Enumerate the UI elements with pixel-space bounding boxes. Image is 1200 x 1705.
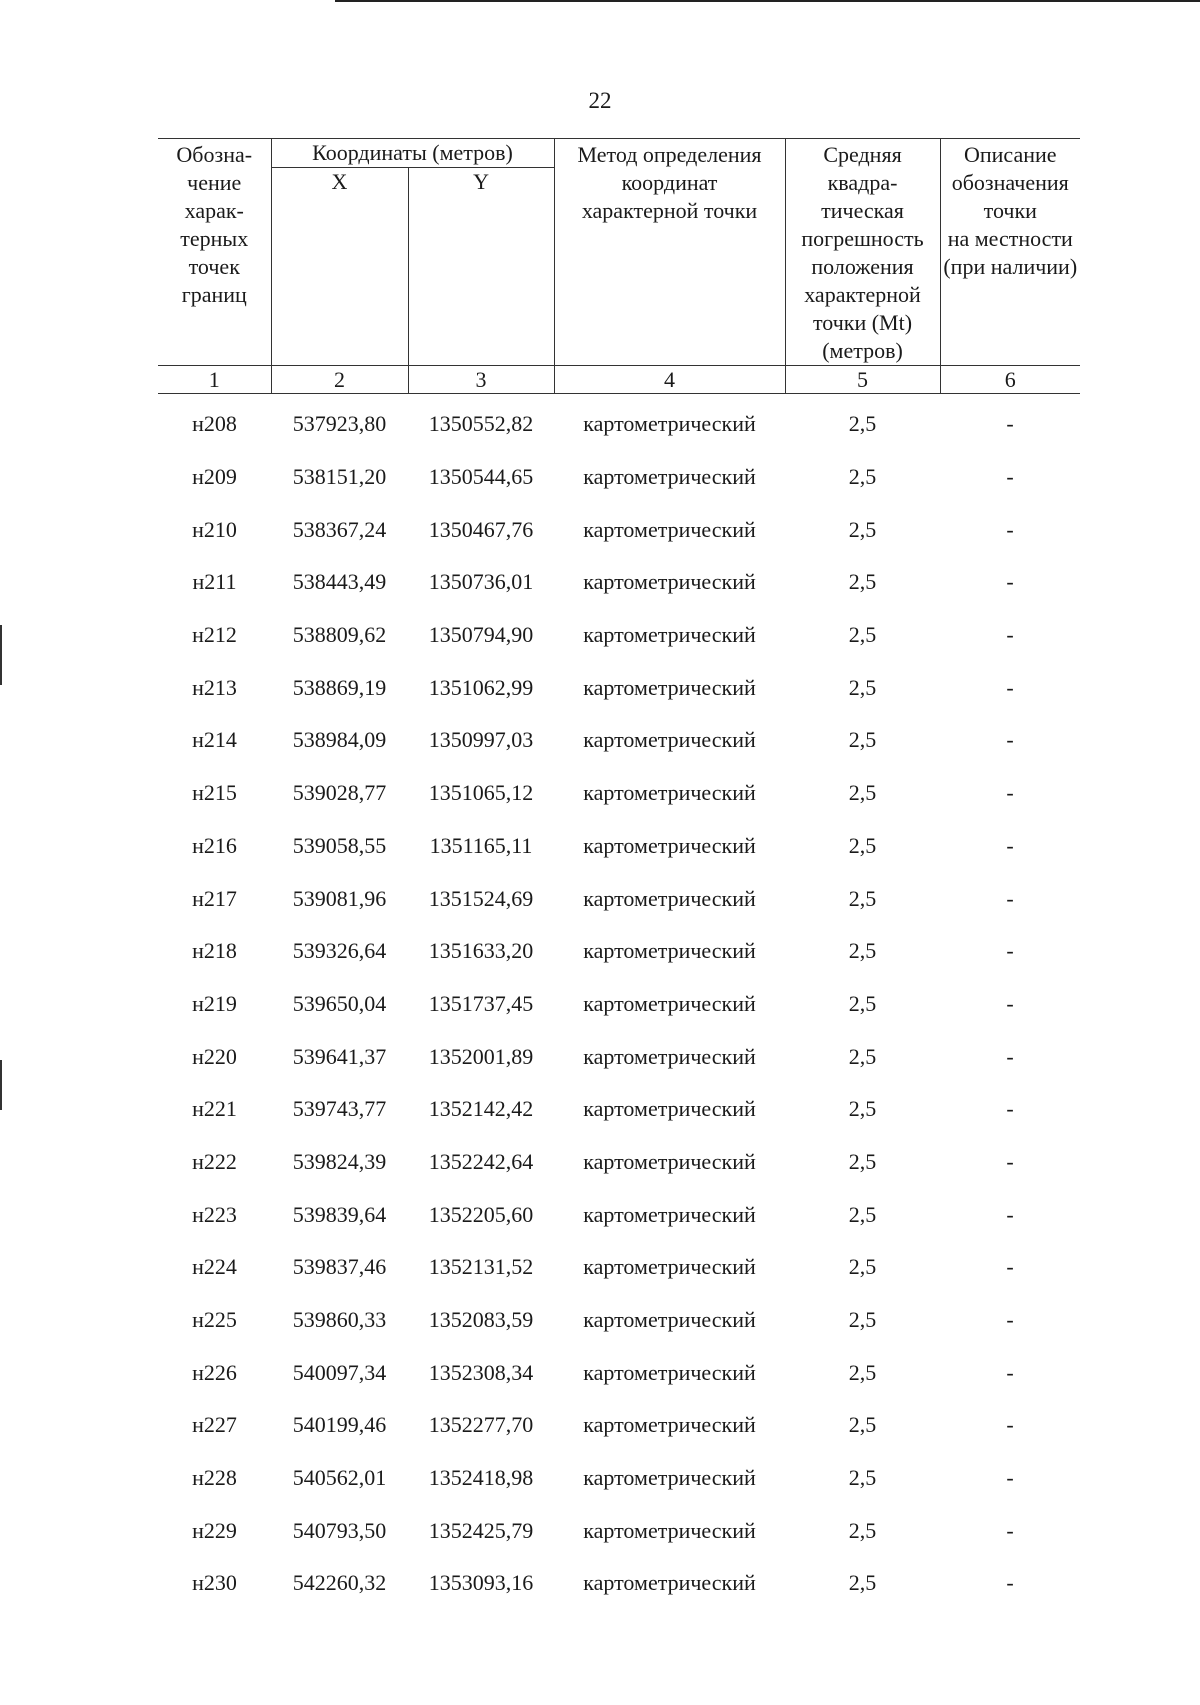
x-coordinate-cell: 538984,09: [292, 727, 387, 753]
x-coordinate-cell: 538443,49: [292, 569, 387, 595]
y-coordinate-cell: 1352277,70: [428, 1412, 534, 1438]
point-cell: н227: [192, 1412, 237, 1438]
error-cell: 2,5: [848, 1570, 877, 1596]
method-cell: картометрический: [583, 990, 756, 1016]
x-coordinate-cell: 539058,55: [292, 832, 387, 858]
table-row: [158, 1030, 1080, 1083]
point-cell: н213: [192, 674, 237, 700]
y-coordinate-cell: 1352308,34: [428, 1359, 534, 1385]
table-row: [158, 925, 1080, 978]
table-row: [158, 556, 1080, 609]
description-cell: -: [1006, 1359, 1014, 1385]
error-cell: 2,5: [848, 1517, 877, 1543]
method-cell: картометрический: [583, 1570, 756, 1596]
error-cell: 2,5: [848, 1096, 877, 1122]
table-row: [158, 1399, 1080, 1452]
point-cell: н210: [192, 516, 237, 542]
x-coordinate-cell: 538151,20: [292, 464, 387, 490]
table-row: [158, 820, 1080, 873]
description-cell: -: [1006, 1570, 1014, 1596]
y-coordinate-cell: 1350997,03: [428, 727, 534, 753]
table-row: [158, 661, 1080, 714]
x-coordinate-cell: 540562,01: [292, 1465, 387, 1491]
description-cell: -: [1006, 990, 1014, 1016]
x-coordinate-cell: 538809,62: [292, 622, 387, 648]
description-cell: -: [1006, 1412, 1014, 1438]
table-row: [158, 1294, 1080, 1347]
method-cell: картометрический: [583, 832, 756, 858]
table-row: [158, 714, 1080, 767]
point-cell: н220: [192, 1043, 237, 1069]
error-cell: 2,5: [848, 832, 877, 858]
column-number: 1: [158, 366, 271, 394]
error-cell: 2,5: [848, 1201, 877, 1227]
column-number: 3: [408, 366, 554, 394]
error-cell: 2,5: [848, 727, 877, 753]
table-row: [158, 1452, 1080, 1505]
method-cell: картометрический: [583, 569, 756, 595]
description-cell: -: [1006, 569, 1014, 595]
error-cell: 2,5: [848, 569, 877, 595]
y-coordinate-cell: 1352425,79: [428, 1517, 534, 1543]
x-coordinate-cell: 539650,04: [292, 990, 387, 1016]
table-row: [158, 1241, 1080, 1294]
point-cell: н229: [192, 1517, 237, 1543]
y-coordinate-cell: 1351165,11: [429, 832, 533, 858]
header-coordinates-group: Координаты (метров): [271, 139, 554, 168]
column-number: 2: [271, 366, 408, 394]
error-cell: 2,5: [848, 1307, 877, 1333]
description-cell: -: [1006, 411, 1014, 437]
y-coordinate-cell: 1352242,64: [428, 1148, 534, 1174]
column-number: 4: [554, 366, 785, 394]
y-coordinate-cell: 1351524,69: [428, 885, 534, 911]
x-coordinate-cell: 539326,64: [292, 938, 387, 964]
method-cell: картометрический: [583, 1359, 756, 1385]
method-cell: картометрический: [583, 1307, 756, 1333]
description-cell: -: [1006, 1096, 1014, 1122]
x-coordinate-cell: 538367,24: [292, 516, 387, 542]
table-row: [158, 1188, 1080, 1241]
header-mean-square-error: Средняя квадра- тическая погрешность положения характерной точки (Mt) (метров): [785, 139, 940, 366]
method-cell: картометрический: [583, 727, 756, 753]
point-cell: н218: [192, 938, 237, 964]
y-coordinate-cell: 1350552,82: [428, 411, 534, 437]
description-cell: -: [1006, 464, 1014, 490]
x-coordinate-cell: 539028,77: [292, 780, 387, 806]
description-cell: -: [1006, 516, 1014, 542]
error-cell: 2,5: [848, 1254, 877, 1280]
method-cell: картометрический: [583, 411, 756, 437]
error-cell: 2,5: [848, 938, 877, 964]
table-row: [158, 1083, 1080, 1136]
y-coordinate-cell: 1351065,12: [428, 780, 534, 806]
description-cell: -: [1006, 780, 1014, 806]
description-cell: -: [1006, 1517, 1014, 1543]
method-cell: картометрический: [583, 1465, 756, 1491]
error-cell: 2,5: [848, 990, 877, 1016]
table-row: [158, 1346, 1080, 1399]
table-row: [158, 394, 1080, 451]
point-cell: н221: [192, 1096, 237, 1122]
method-cell: картометрический: [583, 885, 756, 911]
error-cell: 2,5: [848, 516, 877, 542]
x-coordinate-cell: 540793,50: [292, 1517, 387, 1543]
table-row: [158, 503, 1080, 556]
error-cell: 2,5: [848, 1359, 877, 1385]
header-method: Метод определения координат характерной точки: [554, 139, 785, 366]
point-cell: н215: [192, 780, 237, 806]
column-number: 6: [940, 366, 1080, 394]
y-coordinate-cell: 1352418,98: [428, 1465, 534, 1491]
y-coordinate-cell: 1352001,89: [428, 1043, 534, 1069]
point-cell: н219: [192, 990, 237, 1016]
x-coordinate-cell: 540199,46: [292, 1412, 387, 1438]
point-cell: н224: [192, 1254, 237, 1280]
point-cell: н225: [192, 1307, 237, 1333]
method-cell: картометрический: [583, 938, 756, 964]
y-coordinate-cell: 1353093,16: [428, 1570, 534, 1596]
point-cell: н222: [192, 1148, 237, 1174]
method-cell: картометрический: [583, 1517, 756, 1543]
header-y: Y: [408, 168, 554, 366]
header-x: X: [271, 168, 408, 366]
y-coordinate-cell: 1352142,42: [428, 1096, 534, 1122]
description-cell: -: [1006, 727, 1014, 753]
y-coordinate-cell: 1350467,76: [428, 516, 534, 542]
point-cell: н230: [192, 1570, 237, 1596]
y-coordinate-cell: 1352131,52: [428, 1254, 534, 1280]
table-row: [158, 978, 1080, 1031]
margin-mark: [0, 1060, 2, 1110]
column-number: 5: [785, 366, 940, 394]
x-coordinate-cell: 539081,96: [292, 885, 387, 911]
error-cell: 2,5: [848, 622, 877, 648]
point-cell: н226: [192, 1359, 237, 1385]
x-coordinate-cell: 539839,64: [292, 1201, 387, 1227]
point-cell: н223: [192, 1201, 237, 1227]
margin-mark: [0, 625, 2, 685]
description-cell: -: [1006, 832, 1014, 858]
y-coordinate-cell: 1350544,65: [428, 464, 534, 490]
x-coordinate-cell: 539641,37: [292, 1043, 387, 1069]
y-coordinate-cell: 1351062,99: [428, 674, 534, 700]
table-row: [158, 1504, 1080, 1557]
y-coordinate-cell: 1350794,90: [428, 622, 534, 648]
header-point-designation: Обозна- чение харак- терных точек границ: [158, 139, 271, 366]
table-row: [158, 872, 1080, 925]
y-coordinate-cell: 1352083,59: [428, 1307, 534, 1333]
method-cell: картометрический: [583, 1201, 756, 1227]
point-cell: н209: [192, 464, 237, 490]
point-cell: н217: [192, 885, 237, 911]
y-coordinate-cell: 1352205,60: [428, 1201, 534, 1227]
method-cell: картометрический: [583, 780, 756, 806]
description-cell: -: [1006, 1465, 1014, 1491]
error-cell: 2,5: [848, 885, 877, 911]
description-cell: -: [1006, 1307, 1014, 1333]
x-coordinate-cell: 540097,34: [292, 1359, 387, 1385]
method-cell: картометрический: [583, 1148, 756, 1174]
description-cell: -: [1006, 1043, 1014, 1069]
error-cell: 2,5: [848, 780, 877, 806]
top-rule: [335, 0, 1200, 2]
error-cell: 2,5: [848, 411, 877, 437]
table-row: [158, 609, 1080, 662]
point-cell: н216: [192, 832, 237, 858]
table-row: [158, 451, 1080, 504]
method-cell: картометрический: [583, 1096, 756, 1122]
error-cell: 2,5: [848, 1043, 877, 1069]
description-cell: -: [1006, 622, 1014, 648]
description-cell: -: [1006, 1148, 1014, 1174]
error-cell: 2,5: [848, 1465, 877, 1491]
method-cell: картометрический: [583, 516, 756, 542]
table-row: [158, 767, 1080, 820]
error-cell: 2,5: [848, 464, 877, 490]
y-coordinate-cell: 1351633,20: [428, 938, 534, 964]
x-coordinate-cell: 539824,39: [292, 1148, 387, 1174]
method-cell: картометрический: [583, 1254, 756, 1280]
coordinates-table: [158, 138, 1080, 1610]
method-cell: картометрический: [583, 464, 756, 490]
page-number: 22: [588, 88, 612, 113]
table-row: [158, 1557, 1080, 1610]
method-cell: картометрический: [583, 1043, 756, 1069]
x-coordinate-cell: 539837,46: [292, 1254, 387, 1280]
table-row: [158, 1136, 1080, 1189]
point-cell: н208: [192, 411, 237, 437]
description-cell: -: [1006, 1254, 1014, 1280]
method-cell: картометрический: [583, 1412, 756, 1438]
x-coordinate-cell: 538869,19: [292, 674, 387, 700]
description-cell: -: [1006, 674, 1014, 700]
error-cell: 2,5: [848, 1412, 877, 1438]
error-cell: 2,5: [848, 1148, 877, 1174]
point-cell: н211: [192, 569, 237, 595]
x-coordinate-cell: 537923,80: [292, 411, 387, 437]
header-point-description: Описание обозначения точки на местности (при наличии): [940, 139, 1080, 366]
description-cell: -: [1006, 1201, 1014, 1227]
point-cell: н228: [192, 1465, 237, 1491]
table-body: [158, 394, 1080, 1610]
point-cell: н212: [192, 622, 237, 648]
y-coordinate-cell: 1351737,45: [428, 990, 534, 1016]
x-coordinate-cell: 539743,77: [292, 1096, 387, 1122]
x-coordinate-cell: 539860,33: [292, 1307, 387, 1333]
y-coordinate-cell: 1350736,01: [428, 569, 534, 595]
point-cell: н214: [192, 727, 237, 753]
description-cell: -: [1006, 885, 1014, 911]
x-coordinate-cell: 542260,32: [292, 1570, 387, 1596]
method-cell: картометрический: [583, 622, 756, 648]
method-cell: картометрический: [583, 674, 756, 700]
error-cell: 2,5: [848, 674, 877, 700]
description-cell: -: [1006, 938, 1014, 964]
